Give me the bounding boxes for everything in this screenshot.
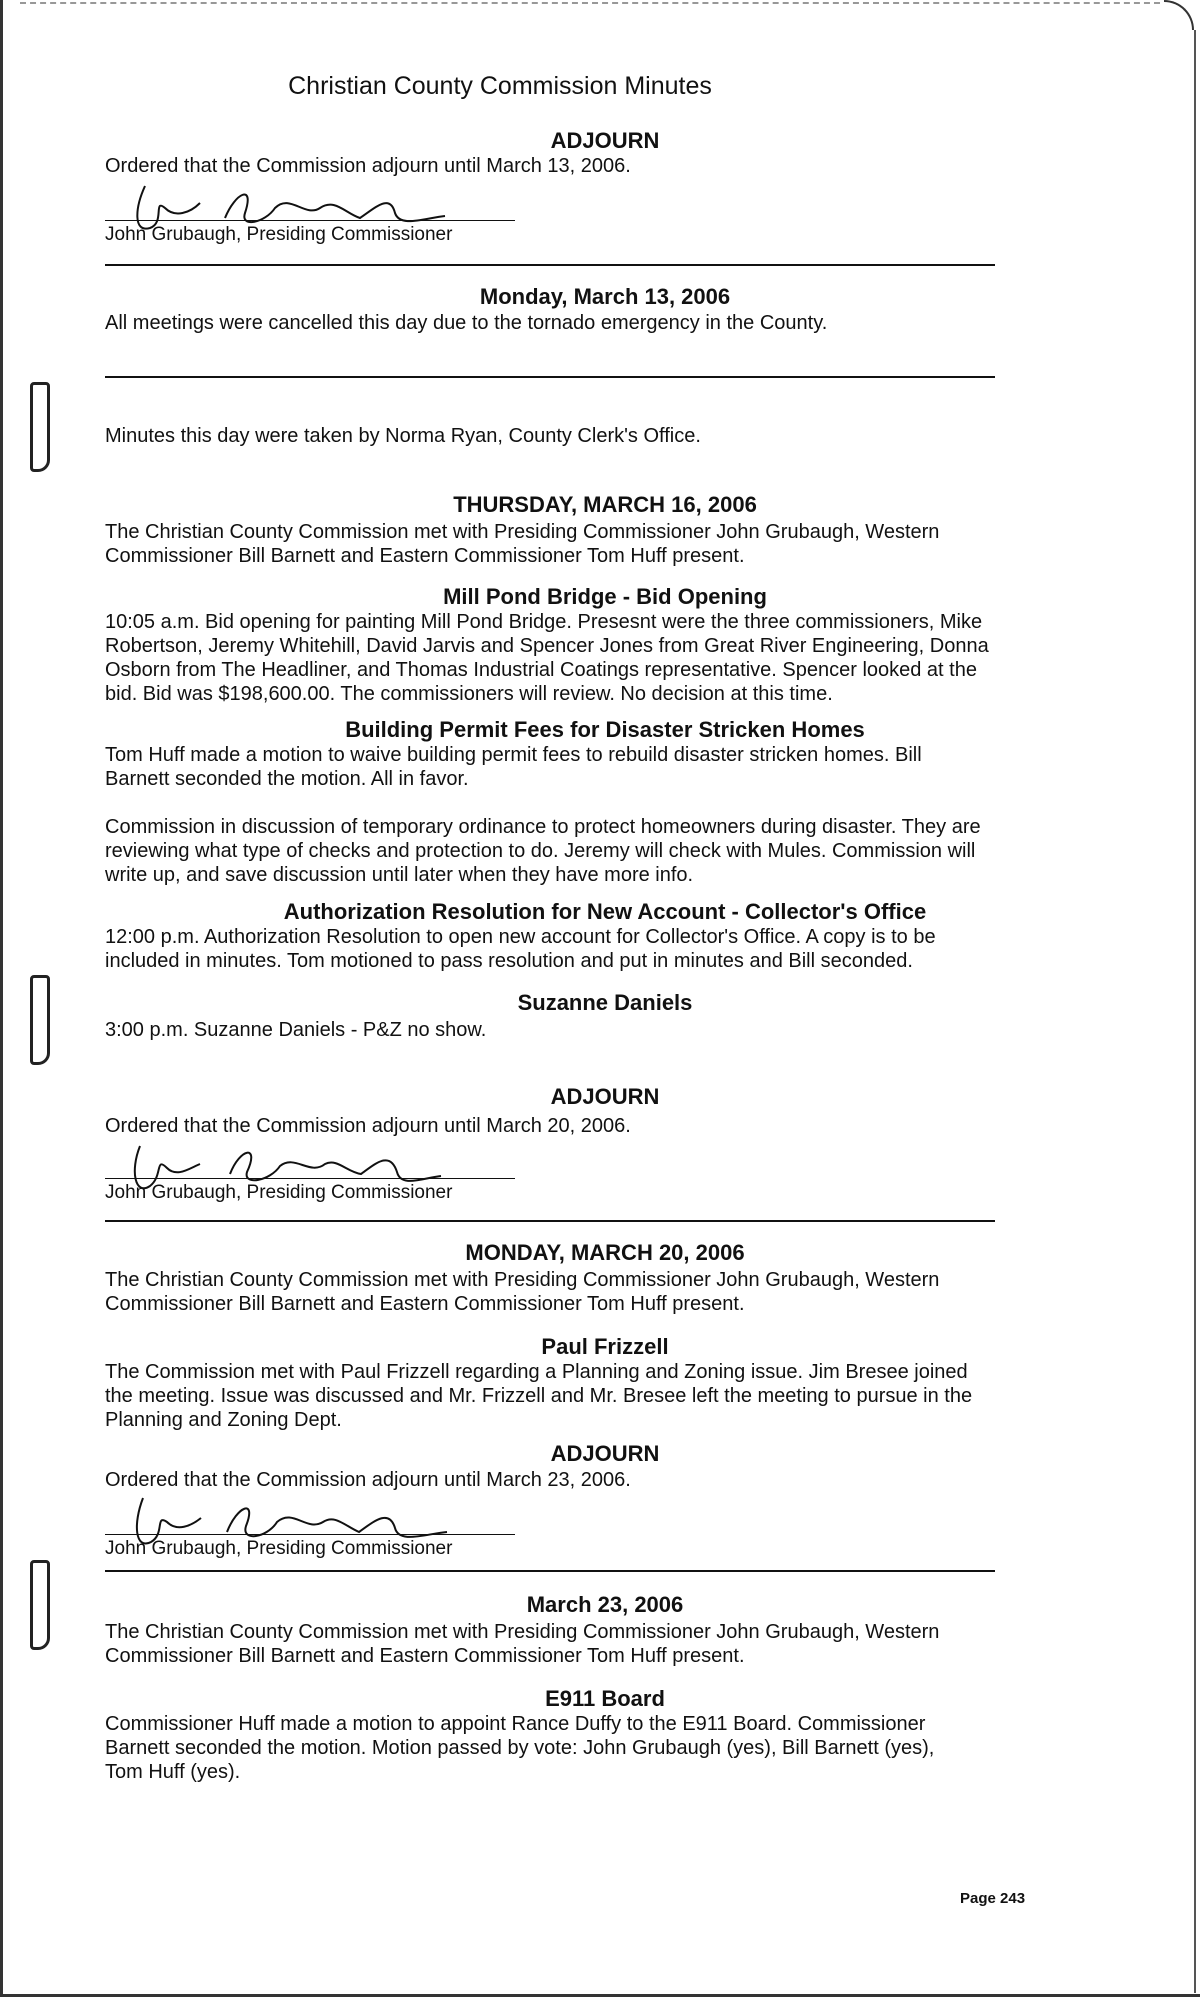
signer-name: John Grubaugh, Presiding Commissioner (105, 1182, 453, 1203)
section-divider (105, 1220, 995, 1222)
paragraph-line: Barnett seconded the motion. Motion passed by vote: John Grubaugh (yes), Bill Barnett (yes), (105, 1737, 935, 1759)
agenda-heading: Authorization Resolution for New Account - Collector's Office (283, 899, 927, 924)
section-divider (105, 376, 995, 378)
adjourn-text: Ordered that the Commission adjourn until March 13, 2006. (105, 155, 631, 177)
signature-line (105, 220, 515, 221)
attendance-line: The Christian County Commission met with Presiding Commissioner John Grubaugh, Western (105, 521, 940, 543)
paragraph-line: bid. Bid was $198,600.00. The commissioners will review. No decision at this time. (105, 683, 833, 705)
adjourn-heading: ADJOURN (550, 1084, 660, 1109)
date-heading: THURSDAY, MARCH 16, 2006 (453, 492, 757, 517)
paragraph-line: Planning and Zoning Dept. (105, 1409, 342, 1431)
scan-edge-left (0, 0, 3, 1995)
paragraph-line: reviewing what type of checks and protection to do. Jeremy will check with Mules. Commission will (105, 840, 976, 862)
signer-name: John Grubaugh, Presiding Commissioner (105, 224, 453, 245)
signer-name: John Grubaugh, Presiding Commissioner (105, 1538, 453, 1559)
page-number: Page 243 (960, 1890, 1026, 1907)
paragraph-line: write up, and save discussion until later when they have more info. (105, 864, 694, 886)
section-divider (105, 264, 995, 266)
scan-corner-curl (1164, 0, 1194, 30)
agenda-heading: E911 Board (545, 1686, 665, 1711)
cancel-notice: All meetings were cancelled this day due to the tornado emergency in the County. (105, 312, 828, 334)
scan-edge-right (1194, 30, 1196, 1993)
paragraph-line: included in minutes. Tom motioned to pass resolution and put in minutes and Bill seconded. (105, 950, 913, 972)
attendance-line: The Christian County Commission met with Presiding Commissioner John Grubaugh, Western (105, 1621, 940, 1643)
agenda-heading: Paul Frizzell (541, 1334, 669, 1359)
paragraph-line: Osborn from The Headliner, and Thomas Industrial Coatings representative. Spencer looked at the (105, 659, 977, 681)
paragraph-line: 10:05 a.m. Bid opening for painting Mill Pond Bridge. Presesnt were the three commissioners, Mike (105, 611, 983, 633)
binder-hole-mark (30, 382, 50, 472)
agenda-heading: Mill Pond Bridge - Bid Opening (443, 584, 767, 609)
paragraph-line: Barnett seconded the motion. All in favor. (105, 768, 469, 790)
signature-block (105, 1492, 525, 1564)
minutes-taker-note: Minutes this day were taken by Norma Ryan, County Clerk's Office. (105, 425, 701, 447)
paragraph-line: 3:00 p.m. Suzanne Daniels - P&Z no show. (105, 1019, 487, 1041)
signature-block (105, 1136, 525, 1208)
adjourn-heading: ADJOURN (550, 128, 660, 153)
attendance-line: Commissioner Bill Barnett and Eastern Commissioner Tom Huff present. (105, 545, 745, 567)
signature-block (105, 178, 525, 250)
date-heading: Monday, March 13, 2006 (479, 284, 731, 309)
attendance-line: Commissioner Bill Barnett and Eastern Commissioner Tom Huff present. (105, 1293, 745, 1315)
paragraph-line: Commission in discussion of temporary ordinance to protect homeowners during disaster. They are (105, 816, 981, 838)
attendance-line: The Christian County Commission met with Presiding Commissioner John Grubaugh, Western (105, 1269, 940, 1291)
agenda-heading: Building Permit Fees for Disaster Stricken Homes (345, 717, 865, 742)
section-divider (105, 1570, 995, 1572)
date-heading: March 23, 2006 (526, 1592, 684, 1617)
paragraph-line: Commissioner Huff made a motion to appoint Rance Duffy to the E911 Board. Commissioner (105, 1713, 926, 1735)
signature-line (105, 1178, 515, 1179)
adjourn-text: Ordered that the Commission adjourn until March 23, 2006. (105, 1469, 631, 1491)
adjourn-text: Ordered that the Commission adjourn until March 20, 2006. (105, 1115, 631, 1137)
binder-hole-mark (30, 975, 50, 1065)
paragraph-line: 12:00 p.m. Authorization Resolution to open new account for Collector's Office. A copy is to be (105, 926, 936, 948)
date-heading: MONDAY, MARCH 20, 2006 (465, 1240, 745, 1265)
signature-line (105, 1534, 515, 1535)
attendance-line: Commissioner Bill Barnett and Eastern Commissioner Tom Huff present. (105, 1645, 745, 1667)
paragraph-line: Robertson, Jeremy Whitehill, David Jarvis and Spencer Jones from Great River Engineering, Donna (105, 635, 989, 657)
scan-edge-top (20, 2, 1160, 4)
paragraph-line: The Commission met with Paul Frizzell regarding a Planning and Zoning issue. Jim Bresee joined (105, 1361, 968, 1383)
paragraph-line: Tom Huff (yes). (105, 1761, 241, 1783)
scan-edge-bottom (0, 1994, 1200, 1997)
paragraph-line: the meeting. Issue was discussed and Mr. Frizzell and Mr. Bresee left the meeting to pursue in the (105, 1385, 973, 1407)
document-title: Christian County Commission Minutes (288, 72, 712, 100)
binder-hole-mark (30, 1560, 50, 1650)
paragraph-line: Tom Huff made a motion to waive building permit fees to rebuild disaster stricken homes. Bill (105, 744, 922, 766)
agenda-heading: Suzanne Daniels (517, 990, 693, 1015)
adjourn-heading: ADJOURN (550, 1441, 660, 1466)
